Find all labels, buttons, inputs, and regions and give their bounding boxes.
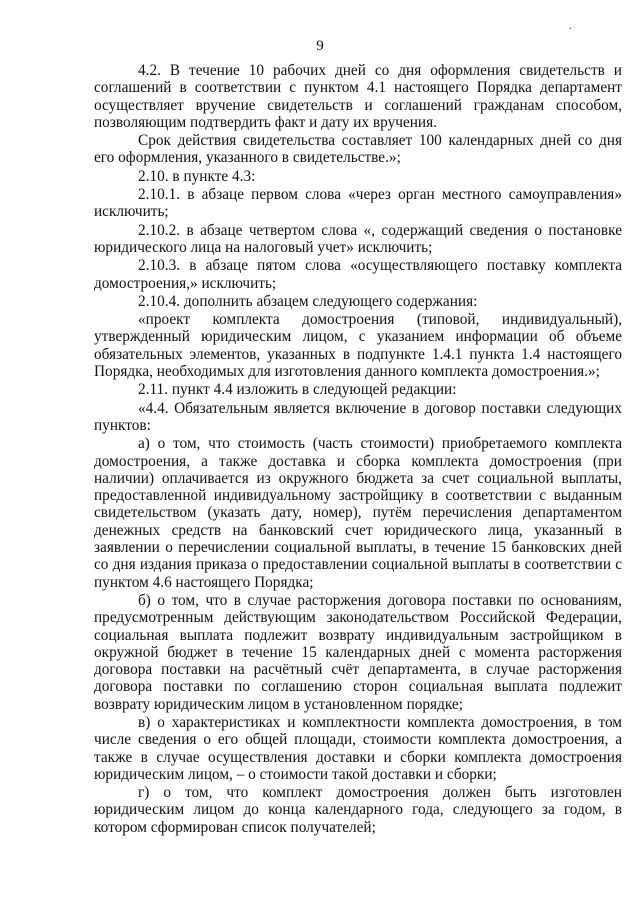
paragraph-item-a: а) о том, что стоимость (часть стоимости) приобретаемого комплекта домостроения, а также доставка и сборка комплекта домостроения (при наличии) оплачивается из окружного бюджета за счет социальной выплаты, предоставленной индивидуальному застройщику в соответствии с выданным свидетельством (указать дату, номер), путём перечисления департаментом денежных средств на банковский счет юридического лица, указанный в заявлении о перечислении социальной выплаты, в течение 15 банковских дней со дня издания приказа о предоставлении социальной выплаты в соответствии с пунктом 4.6 настоящего Порядка; bbox=[94, 435, 622, 591]
paragraph-2-10-1: 2.10.1. в абзаце первом слова «через орган местного самоуправления» исключить; bbox=[94, 186, 622, 221]
corner-mark: . bbox=[569, 21, 572, 32]
paragraph-2-11: 2.11. пункт 4.4 изложить в следующей редакции: bbox=[138, 381, 457, 399]
paragraph-project-quote: «проект комплекта домостроения (типовой, индивидуальный), утвержденный юридическим лицом, с указанием информации об объеме обязательных элементов, указанных в подпункте 1.4.1 пункта 1.4 настоящего Порядка, необходимых для изготовления данного комплекта домостроения.»; bbox=[94, 311, 622, 381]
paragraph-2-10-4: 2.10.4. дополнить абзацем следующего содержания: bbox=[138, 292, 478, 310]
paragraph-item-g: г) о том, что комплект домостроения должен быть изготовлен юридическим лицом до конца календарного года, следующего за годом, в котором сформирован список получателей; bbox=[94, 784, 622, 836]
paragraph-4-4: «4.4. Обязательным является включение в договор поставки следующих пунктов: bbox=[94, 399, 622, 434]
paragraph-2-10-2: 2.10.2. в абзаце четвертом слова «, содержащий сведения о постановке юридического лица на налоговый учет» исключить; bbox=[94, 221, 622, 256]
paragraph-item-b: б) о том, что в случае расторжения договора поставки по основаниям, предусмотренным действующим законодательством Российской Федерации, социальная выплата подлежит возврату индивидуальным застройщиком в окружной бюджет в течение 15 календарных дней с момента расторжения договора поставки на расчётный счёт департамента, в случае расторжения договора поставки по соглашению сторон социальная выплата подлежит возврату юридическим лицом в установленном порядке; bbox=[94, 591, 622, 713]
paragraph-2-10: 2.10. в пункте 4.3: bbox=[138, 167, 256, 185]
paragraph-2-10-3: 2.10.3. в абзаце пятом слова «осуществляющего поставку комплекта домостроения,» исключить; bbox=[94, 257, 622, 292]
document-body bbox=[94, 62, 622, 836]
paragraph-item-v: в) о характеристиках и комплектности комплекта домостроения, в том числе сведения о его общей площади, стоимости комплекта домостроения, а также в случае осуществления доставки и сборки комплекта домостроения юридическим лицом, – о стоимости такой доставки и сборки; bbox=[94, 713, 622, 783]
page-number: 9 bbox=[316, 38, 324, 54]
paragraph-validity-period: Срок действия свидетельства составляет 100 календарных дней со дня его оформления, указанного в свидетельстве.»; bbox=[94, 132, 622, 167]
paragraph-4-2: 4.2. В течение 10 рабочих дней со дня оформления свидетельств и соглашений в соответствии с пунктом 4.1 настоящего Порядка департамент осуществляет вручение свидетельств и соглашений гражданам способом, позволяющим подтвердить факт и дату их вручения. bbox=[94, 62, 622, 131]
